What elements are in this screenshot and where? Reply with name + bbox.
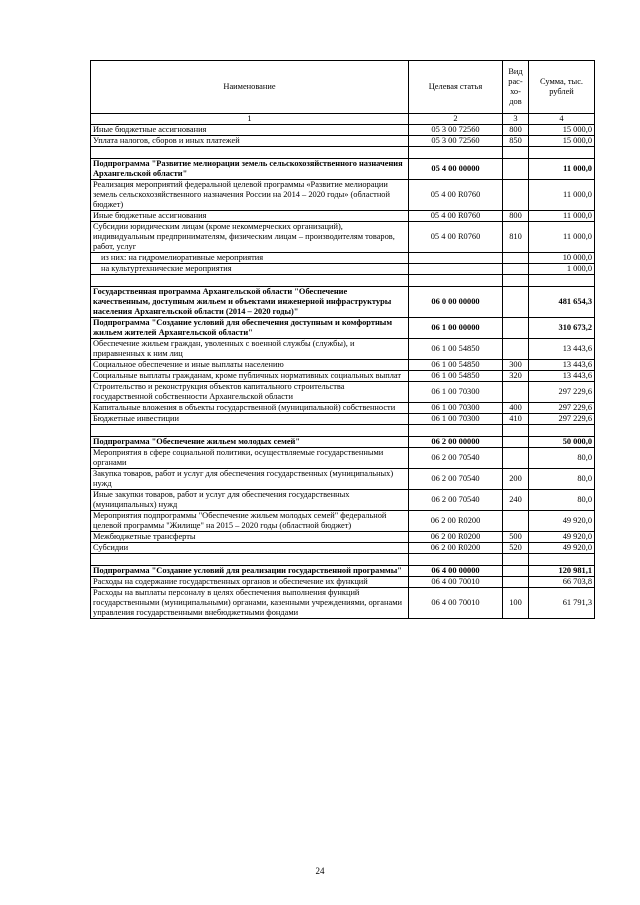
table-row: [91, 136, 595, 147]
row-expense-type: 300: [503, 360, 529, 371]
row-code: [409, 253, 503, 264]
column-number: 4: [529, 114, 595, 125]
row-expense-type: [503, 253, 529, 264]
row-expense-type: [503, 159, 529, 180]
row-amount: 11 000,0: [529, 222, 595, 253]
blank-row: [91, 554, 595, 566]
row-amount: 120 981,1: [529, 566, 595, 577]
row-expense-type: [503, 511, 529, 532]
row-code: 05 4 00 R0760: [409, 211, 503, 222]
empty-cell: [529, 147, 595, 159]
row-name: Мероприятия подпрограммы "Обеспечение жильем молодых семей" федеральной целевой программы "Жилище" на 2015 – 2020 годы (областной бюджет): [91, 511, 409, 532]
row-name: Расходы на содержание государственных органов и обеспечение их функций: [91, 577, 409, 588]
row-name: Реализация мероприятий федеральной целевой программы «Развитие мелиорации земель сельскохозяйственного назначения России на 2014 – 2020 годы» (областной бюджет): [91, 180, 409, 211]
row-name: из них: на гидромелиоративные мероприятия: [91, 253, 409, 264]
table-row: [91, 382, 595, 403]
row-amount: 297 229,6: [529, 403, 595, 414]
empty-cell: [529, 275, 595, 287]
row-amount: 310 673,2: [529, 318, 595, 339]
row-name: Капитальные вложения в объекты государственной (муниципальной) собственности: [91, 403, 409, 414]
header-name: Наименование: [91, 61, 409, 114]
table-row: [91, 211, 595, 222]
row-code: 06 2 00 00000: [409, 437, 503, 448]
row-code: 06 1 00 54850: [409, 371, 503, 382]
row-name: Иные бюджетные ассигнования: [91, 211, 409, 222]
table-row: [91, 403, 595, 414]
row-expense-type: [503, 339, 529, 360]
row-name: Уплата налогов, сборов и иных платежей: [91, 136, 409, 147]
table-body: [91, 125, 595, 619]
empty-cell: [529, 425, 595, 437]
table-row: [91, 566, 595, 577]
row-expense-type: 800: [503, 211, 529, 222]
row-name: Мероприятия в сфере социальной политики, осуществляемые государственными органами: [91, 448, 409, 469]
row-amount: 80,0: [529, 469, 595, 490]
empty-cell: [503, 554, 529, 566]
table-row: [91, 532, 595, 543]
page-number: 24: [315, 866, 325, 876]
row-code: 06 0 00 00000: [409, 287, 503, 318]
row-code: 05 4 00 00000: [409, 159, 503, 180]
budget-table: [90, 60, 595, 619]
empty-cell: [503, 275, 529, 287]
column-number: 1: [91, 114, 409, 125]
row-name: Иные бюджетные ассигнования: [91, 125, 409, 136]
row-name: Подпрограмма "Создание условий для реализации государственной программы": [91, 566, 409, 577]
empty-cell: [409, 275, 503, 287]
row-expense-type: 810: [503, 222, 529, 253]
empty-cell: [529, 554, 595, 566]
row-amount: 10 000,0: [529, 253, 595, 264]
row-amount: 80,0: [529, 490, 595, 511]
row-code: 06 4 00 70010: [409, 577, 503, 588]
row-amount: 11 000,0: [529, 159, 595, 180]
column-numbering-row: [91, 114, 595, 125]
empty-cell: [91, 425, 409, 437]
table-row: [91, 414, 595, 425]
row-expense-type: 320: [503, 371, 529, 382]
row-name: Обеспечение жильем граждан, уволенных с военной службы (службы), и приравненных к ним лиц: [91, 339, 409, 360]
row-expense-type: 850: [503, 136, 529, 147]
row-amount: 13 443,6: [529, 360, 595, 371]
row-amount: 49 920,0: [529, 543, 595, 554]
blank-row: [91, 425, 595, 437]
row-amount: 1 000,0: [529, 264, 595, 275]
table-row: [91, 360, 595, 371]
row-code: [409, 264, 503, 275]
table-header-row: [91, 61, 595, 114]
table-row: [91, 448, 595, 469]
row-expense-type: [503, 448, 529, 469]
row-name: Социальное обеспечение и иные выплаты населению: [91, 360, 409, 371]
row-amount: 11 000,0: [529, 211, 595, 222]
row-amount: 297 229,6: [529, 382, 595, 403]
row-code: 06 1 00 70300: [409, 382, 503, 403]
blank-row: [91, 275, 595, 287]
table-row: [91, 577, 595, 588]
row-expense-type: 200: [503, 469, 529, 490]
row-amount: 49 920,0: [529, 532, 595, 543]
row-expense-type: [503, 264, 529, 275]
row-amount: 66 703,8: [529, 577, 595, 588]
row-expense-type: 400: [503, 403, 529, 414]
row-name: Строительство и реконструкция объектов капитального строительства государственной собственности Архангельской области: [91, 382, 409, 403]
row-code: 06 1 00 54850: [409, 360, 503, 371]
row-code: 05 4 00 R0760: [409, 222, 503, 253]
row-expense-type: 410: [503, 414, 529, 425]
row-expense-type: 800: [503, 125, 529, 136]
table-row: [91, 264, 595, 275]
column-number: 2: [409, 114, 503, 125]
row-expense-type: 100: [503, 588, 529, 619]
row-expense-type: [503, 382, 529, 403]
row-name: Подпрограмма "Развитие мелиорации земель сельскохозяйственного назначения Архангельской области": [91, 159, 409, 180]
row-expense-type: [503, 180, 529, 211]
row-name: Подпрограмма "Обеспечение жильем молодых семей": [91, 437, 409, 448]
row-name: Субсидии юридическим лицам (кроме некоммерческих организаций), индивидуальным предпринимателям, физическим лицам – производителям товаров, работ, услуг: [91, 222, 409, 253]
row-name: на культуртехнические мероприятия: [91, 264, 409, 275]
table-row: [91, 588, 595, 619]
row-code: 06 1 00 70300: [409, 414, 503, 425]
row-name: Подпрограмма "Создание условий для обеспечения доступным и комфортным жильем жителей Архангельской области": [91, 318, 409, 339]
table-row: [91, 371, 595, 382]
row-code: 06 2 00 R0200: [409, 532, 503, 543]
table-row: [91, 437, 595, 448]
row-code: 06 2 00 R0200: [409, 511, 503, 532]
row-code: 05 3 00 72560: [409, 125, 503, 136]
table-row: [91, 159, 595, 180]
table-row: [91, 490, 595, 511]
empty-cell: [503, 425, 529, 437]
row-amount: 15 000,0: [529, 125, 595, 136]
row-amount: 13 443,6: [529, 371, 595, 382]
table-row: [91, 543, 595, 554]
table-row: [91, 253, 595, 264]
row-amount: 50 000,0: [529, 437, 595, 448]
empty-cell: [409, 554, 503, 566]
row-name: Социальные выплаты гражданам, кроме публичных нормативных социальных выплат: [91, 371, 409, 382]
empty-cell: [503, 147, 529, 159]
header-amount: Сумма, тыс. рублей: [529, 61, 595, 114]
empty-cell: [91, 147, 409, 159]
row-name: Закупка товаров, работ и услуг для обеспечения государственных (муниципальных) нужд: [91, 469, 409, 490]
row-code: 06 2 00 R0200: [409, 543, 503, 554]
table-row: [91, 287, 595, 318]
table-row: [91, 339, 595, 360]
empty-cell: [409, 147, 503, 159]
row-expense-type: [503, 318, 529, 339]
row-code: 06 1 00 00000: [409, 318, 503, 339]
row-name: Межбюджетные трансферты: [91, 532, 409, 543]
row-amount: 13 443,6: [529, 339, 595, 360]
table-row: [91, 318, 595, 339]
row-code: 06 4 00 00000: [409, 566, 503, 577]
empty-cell: [91, 275, 409, 287]
row-code: 06 1 00 54850: [409, 339, 503, 360]
row-amount: 49 920,0: [529, 511, 595, 532]
row-amount: 15 000,0: [529, 136, 595, 147]
row-expense-type: [503, 287, 529, 318]
header-expense-type: Вид рас-хо-дов: [503, 61, 529, 114]
table-row: [91, 511, 595, 532]
blank-row: [91, 147, 595, 159]
row-name: Бюджетные инвестиции: [91, 414, 409, 425]
row-amount: 80,0: [529, 448, 595, 469]
row-expense-type: 520: [503, 543, 529, 554]
row-code: 06 1 00 70300: [409, 403, 503, 414]
header-code: Целевая статья: [409, 61, 503, 114]
column-number: 3: [503, 114, 529, 125]
table-row: [91, 222, 595, 253]
empty-cell: [91, 554, 409, 566]
row-amount: 11 000,0: [529, 180, 595, 211]
row-code: 05 4 00 R0760: [409, 180, 503, 211]
row-amount: 61 791,3: [529, 588, 595, 619]
row-code: 06 4 00 70010: [409, 588, 503, 619]
row-code: 05 3 00 72560: [409, 136, 503, 147]
table-row: [91, 125, 595, 136]
row-amount: 297 229,6: [529, 414, 595, 425]
row-expense-type: [503, 577, 529, 588]
table-row: [91, 180, 595, 211]
row-expense-type: 500: [503, 532, 529, 543]
row-expense-type: 240: [503, 490, 529, 511]
empty-cell: [409, 425, 503, 437]
row-code: 06 2 00 70540: [409, 469, 503, 490]
row-name: Субсидии: [91, 543, 409, 554]
table-row: [91, 469, 595, 490]
row-code: 06 2 00 70540: [409, 490, 503, 511]
row-expense-type: [503, 566, 529, 577]
row-name: Государственная программа Архангельской области "Обеспечение качественным, доступным жильем и объектами инженерной инфраструктуры населения Архангельской области (2014 – 2020 годы)": [91, 287, 409, 318]
row-code: 06 2 00 70540: [409, 448, 503, 469]
row-name: Расходы на выплаты персоналу в целях обеспечения выполнения функций государственными (муниципальными) органами, казенными учреждениями, органами управления государственными внебюджетными фондами: [91, 588, 409, 619]
row-name: Иные закупки товаров, работ и услуг для обеспечения государственных (муниципальных) нужд: [91, 490, 409, 511]
row-expense-type: [503, 437, 529, 448]
row-amount: 481 654,3: [529, 287, 595, 318]
